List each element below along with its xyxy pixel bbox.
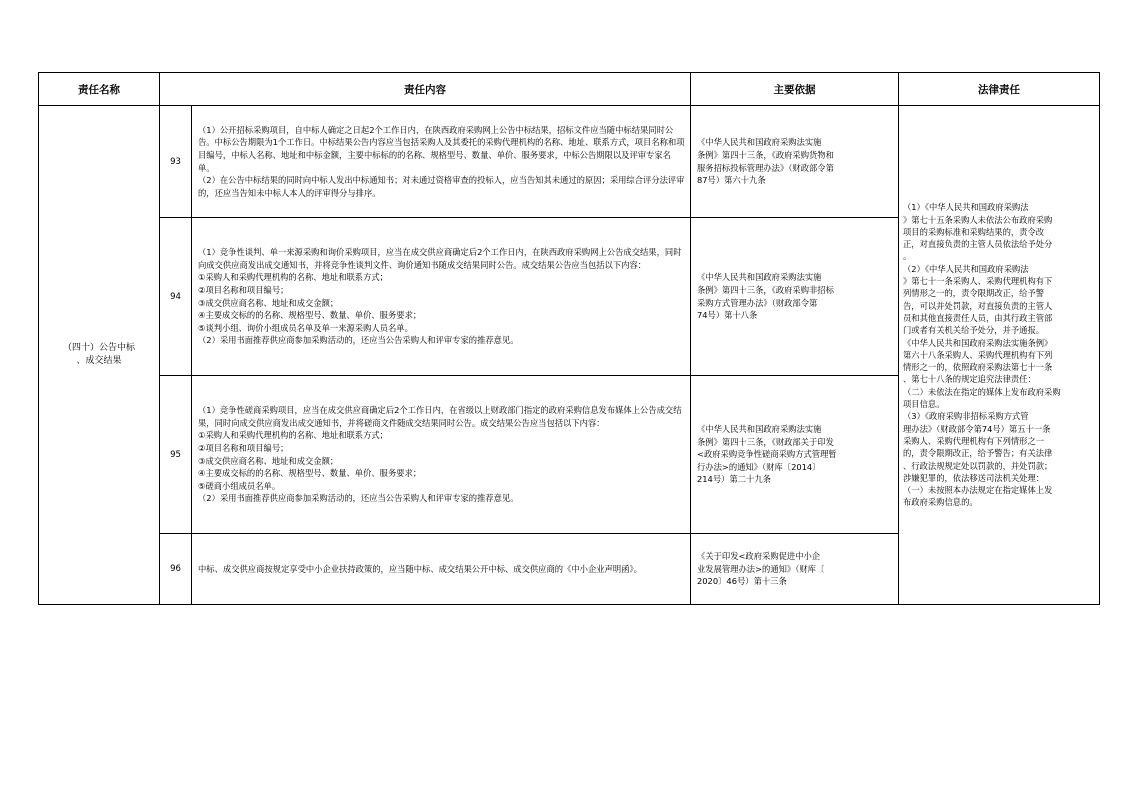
content-cell [192, 218, 691, 376]
table-row [39, 106, 1100, 218]
legal-liability-text: （1）《中华人民共和国政府采购法 》第七十五条采购人未依法公布政府采购 项目的采购标准和采购结果的，责令改 正，对直接负责的主管人员依法给予处分 。 （2）《中华人民共和国政府采购法 》第七十一条采购人、采购代理机构有下 列情形之一的，责令限期改正，给予警 告，可以并处罚款，对直接负责的主管人 员和其他直接责任人员，由其行政主管部 门或者有关机关给予处分，并予通报。 《中华人民共和国政府采购法实施条例》 第六十八条采购人、采购代理机构有下列 情形之一的，依照政府采购法第七十一条 、第七十八条的规定追究法律责任： （二）未依法在指定的媒体上发布政府采购 项目信息。 （3）《政府采购非招标采购方式管 理办法》（财政部令第74号）第五十一条 采购人、采购代理机构有下列情形之一 的，责令限期改正，给予警告；有关法律 、行政法规规定处以罚款的，并处罚款； 涉嫌犯罪的，依法移送司法机关处理： （一）未按照本办法规定在指定媒体上发 布政府采购信息的。 [903, 202, 1061, 508]
content-text: （1）公开招标采购项目，自中标人确定之日起2个工作日内，在陕西政府采购网上公告中标结果，招标文件应当随中标结果同时公告。中标公告期限为1个工作日。中标结果公告内容应当包括采购人及其委托的采购代理机构的名称、地址、联系方式，项目名称和项目编号，中标人名称、地址和中标金额，主要中标标的的名称、规格型号、数量、单价、服务要求，中标公告期限以及评审专家名单。 （2）在公告中标结果的同时向中标人发出中标通知书；对未通过资格审查的投标人，应当告知其未通过的原因；采用综合评分法评审的，还应当告知未中标人本人的评审得分与排序。 [198, 124, 685, 198]
responsibility-table [38, 72, 1100, 605]
legal-liability-cell [899, 106, 1100, 605]
header-main-basis: 主要依据 [691, 73, 899, 106]
row-number: 96 [160, 534, 192, 605]
responsibility-name: （四十）公告中标 、成交结果 [62, 343, 135, 366]
header-legal-liability: 法律责任 [899, 73, 1100, 106]
row-number: 95 [160, 376, 192, 534]
content-text: （1）竞争性谈判、单一来源采购和询价采购项目，应当在成交供应商确定后2个工作日内，在陕西政府采购网上公告成交结果，同时向成交供应商发出成交通知书，并将竞争性谈判文件、询价通知书随成交结果同时公告。成交结果公告应当包括以下内容： ①采购人和采购代理机构的名称、地址和联系方式； ②项目名称和项目编号； ③成交供应商名称、地址和成交金额； ④主要成交标的的名称、规格型号、数量、单价、服务要求； ⑤谈判小组、询价小组成员名单及单一来源采购人员名单。 （2）采用书面推荐供应商参加采购活动的，还应当公告采购人和评审专家的推荐意见。 [198, 247, 682, 346]
row-number: 93 [160, 106, 192, 218]
row-number: 94 [160, 218, 192, 376]
content-text: 中标、成交供应商按规定享受中小企业扶持政策的，应当随中标、成交结果公开中标、成交供应商的《中小企业声明函》。 [198, 563, 642, 574]
basis-cell [691, 376, 899, 534]
basis-text: 《中华人民共和国政府采购法实施 条例》第四十三条，《政府采购非招标 采购方式管理办法》（财政部令第 74号）第十八条 [697, 272, 834, 321]
header-responsibility-content: 责任内容 [160, 73, 691, 106]
basis-cell [691, 218, 899, 376]
content-cell [192, 534, 691, 605]
basis-cell [691, 534, 899, 605]
basis-text: 《中华人民共和国政府采购法实施 条例》第四十三条，《政府采购货物和 服务招标投标管理办法》（财政部令第 87号）第六十九条 [697, 137, 834, 186]
basis-cell [691, 106, 899, 218]
responsibility-name-cell [39, 106, 160, 605]
basis-text: 《关于印发<政府采购促进中小企 业发展管理办法>的通知》（财库〔 2020〕46号）第十三条 [697, 551, 825, 587]
header-row [39, 73, 1100, 106]
header-responsibility-name: 责任名称 [39, 73, 160, 106]
content-cell [192, 106, 691, 218]
content-text: （1）竞争性磋商采购项目，应当在成交供应商确定后2个工作日内，在省级以上财政部门指定的政府采购信息发布媒体上公告成交结果，同时向成交供应商发出成交通知书，并将磋商文件随成交结果同时公告。成交结果公告应当包括以下内容： ①采购人和采购代理机构的名称、地址和联系方式； ②项目名称和项目编号； ③成交供应商名称、地址和成交金额； ④主要成交标的的名称、规格型号、数量、单价、服务要求； ⑤磋商小组成员名单。 （2）采用书面推荐供应商参加采购活动的，还应当公告采购人和评审专家的推荐意见。 [198, 405, 682, 504]
basis-text: 《中华人民共和国政府采购法实施 条例》第四十三条，《财政部关于印发 <政府采购竞争性磋商采购方式管理暂 行办法>的通知》（财库〔2014〕 214号）第二十九条 [697, 424, 837, 485]
content-cell [192, 376, 691, 534]
